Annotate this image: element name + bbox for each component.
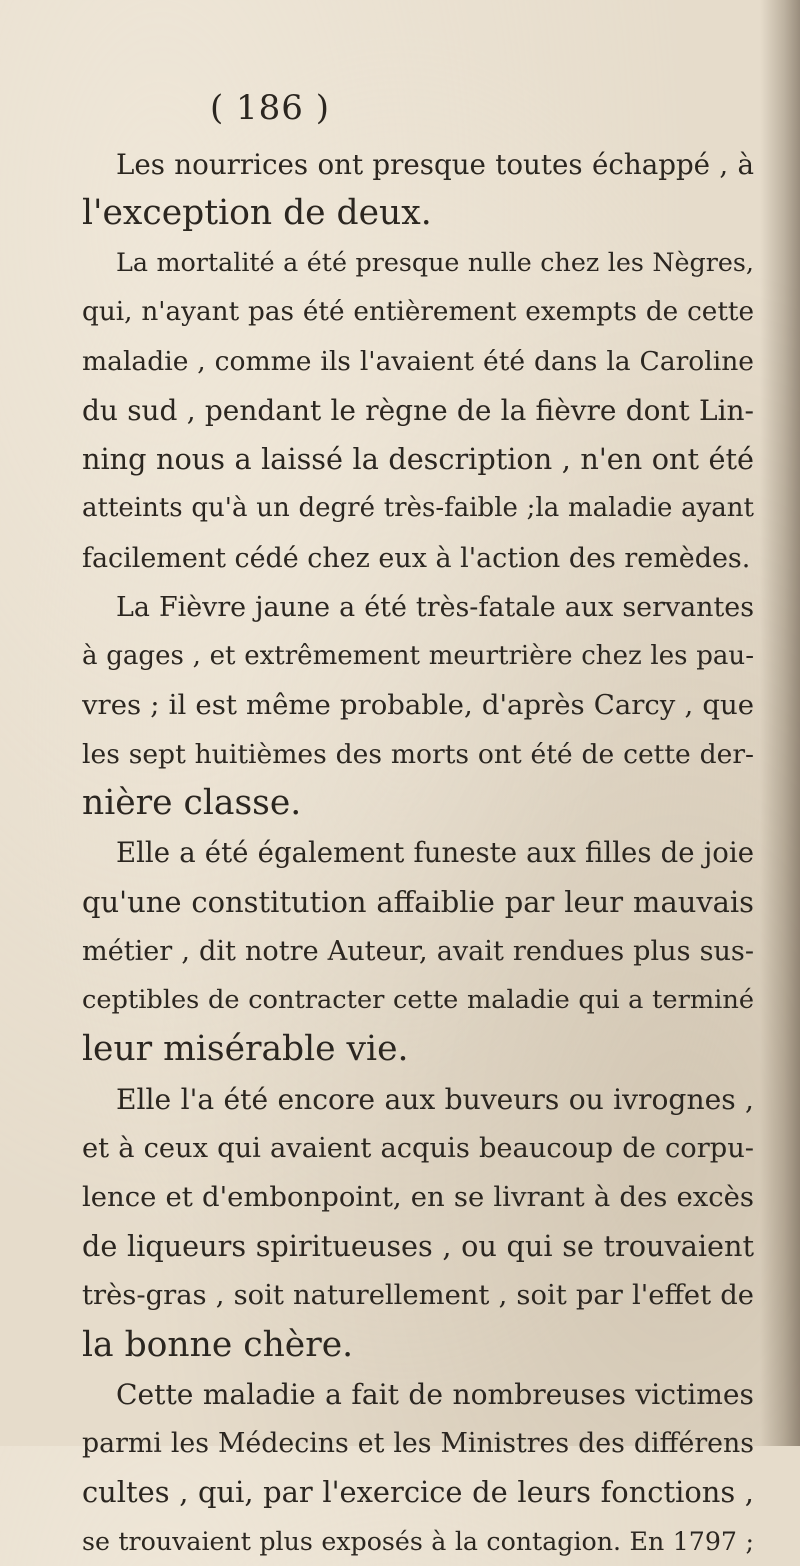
text-line: Les nourrices ont presque toutes échappé , à <box>116 148 754 181</box>
text-line: et à ceux qui avaient acquis beaucoup de corpu- <box>82 1132 754 1164</box>
text-line: leur misérable vie. <box>82 1029 409 1070</box>
text-line: qu'une constitution affaiblie par leur mauvais <box>82 884 754 919</box>
text-line: les sept huitièmes des morts ont été de cette der- <box>82 739 754 771</box>
page-number: ( 186 ) <box>209 88 331 128</box>
text-line: lence et d'embonpoint, en se livrant à des excès <box>82 1181 754 1213</box>
text-line: se trouvaient plus exposés à la contagion. En 1797 ; <box>82 1527 754 1557</box>
text-line: nière classe. <box>82 783 302 824</box>
text-line: parmi les Médecins et les Ministres des différens <box>82 1427 754 1459</box>
text-line: ning nous a laissé la description , n'en ont été <box>82 442 754 477</box>
body-text <box>82 140 754 1566</box>
text-line: La Fièvre jaune a été très-fatale aux servantes <box>116 591 754 623</box>
text-line: la bonne chère. <box>82 1324 354 1365</box>
text-line: facilement cédé chez eux à l'action des remèdes. <box>82 542 751 574</box>
text-line: La mortalité a été presque nulle chez les Nègres, <box>116 247 754 278</box>
text-line: du sud , pendant le règne de la fièvre dont Lin- <box>82 393 754 427</box>
text-line: Elle l'a été encore aux buveurs ou ivrognes , <box>116 1082 754 1116</box>
text-line: maladie , comme ils l'avaient été dans la Caroline <box>82 345 754 377</box>
text-line: Cette maladie a fait de nombreuses victimes <box>116 1377 754 1411</box>
text-line: qui, n'ayant pas été entièrement exempts de cette <box>82 296 754 327</box>
text-line: très-gras , soit naturellement , soit par l'effet de <box>82 1280 754 1312</box>
text-line: à gages , et extrêmement meurtrière chez les pau- <box>82 640 754 671</box>
text-line: atteints qu'à un degré très-faible ;la maladie ayant <box>82 493 754 524</box>
text-line: vres ; il est même probable, d'après Carcy , que <box>82 689 754 722</box>
text-line: ceptibles de contracter cette maladie qui a terminé <box>82 985 754 1016</box>
text-line: l'exception de deux. <box>82 193 432 234</box>
text-line: métier , dit notre Auteur, avait rendues plus sus- <box>82 936 754 967</box>
text-line: de liqueurs spiritueuses , ou qui se trouvaient <box>82 1229 754 1264</box>
text-line: cultes , qui, par l'exercice de leurs fonctions , <box>82 1475 754 1510</box>
page-edge-shadow <box>760 0 800 1446</box>
text-line: Elle a été également funeste aux filles de joie <box>116 836 754 869</box>
